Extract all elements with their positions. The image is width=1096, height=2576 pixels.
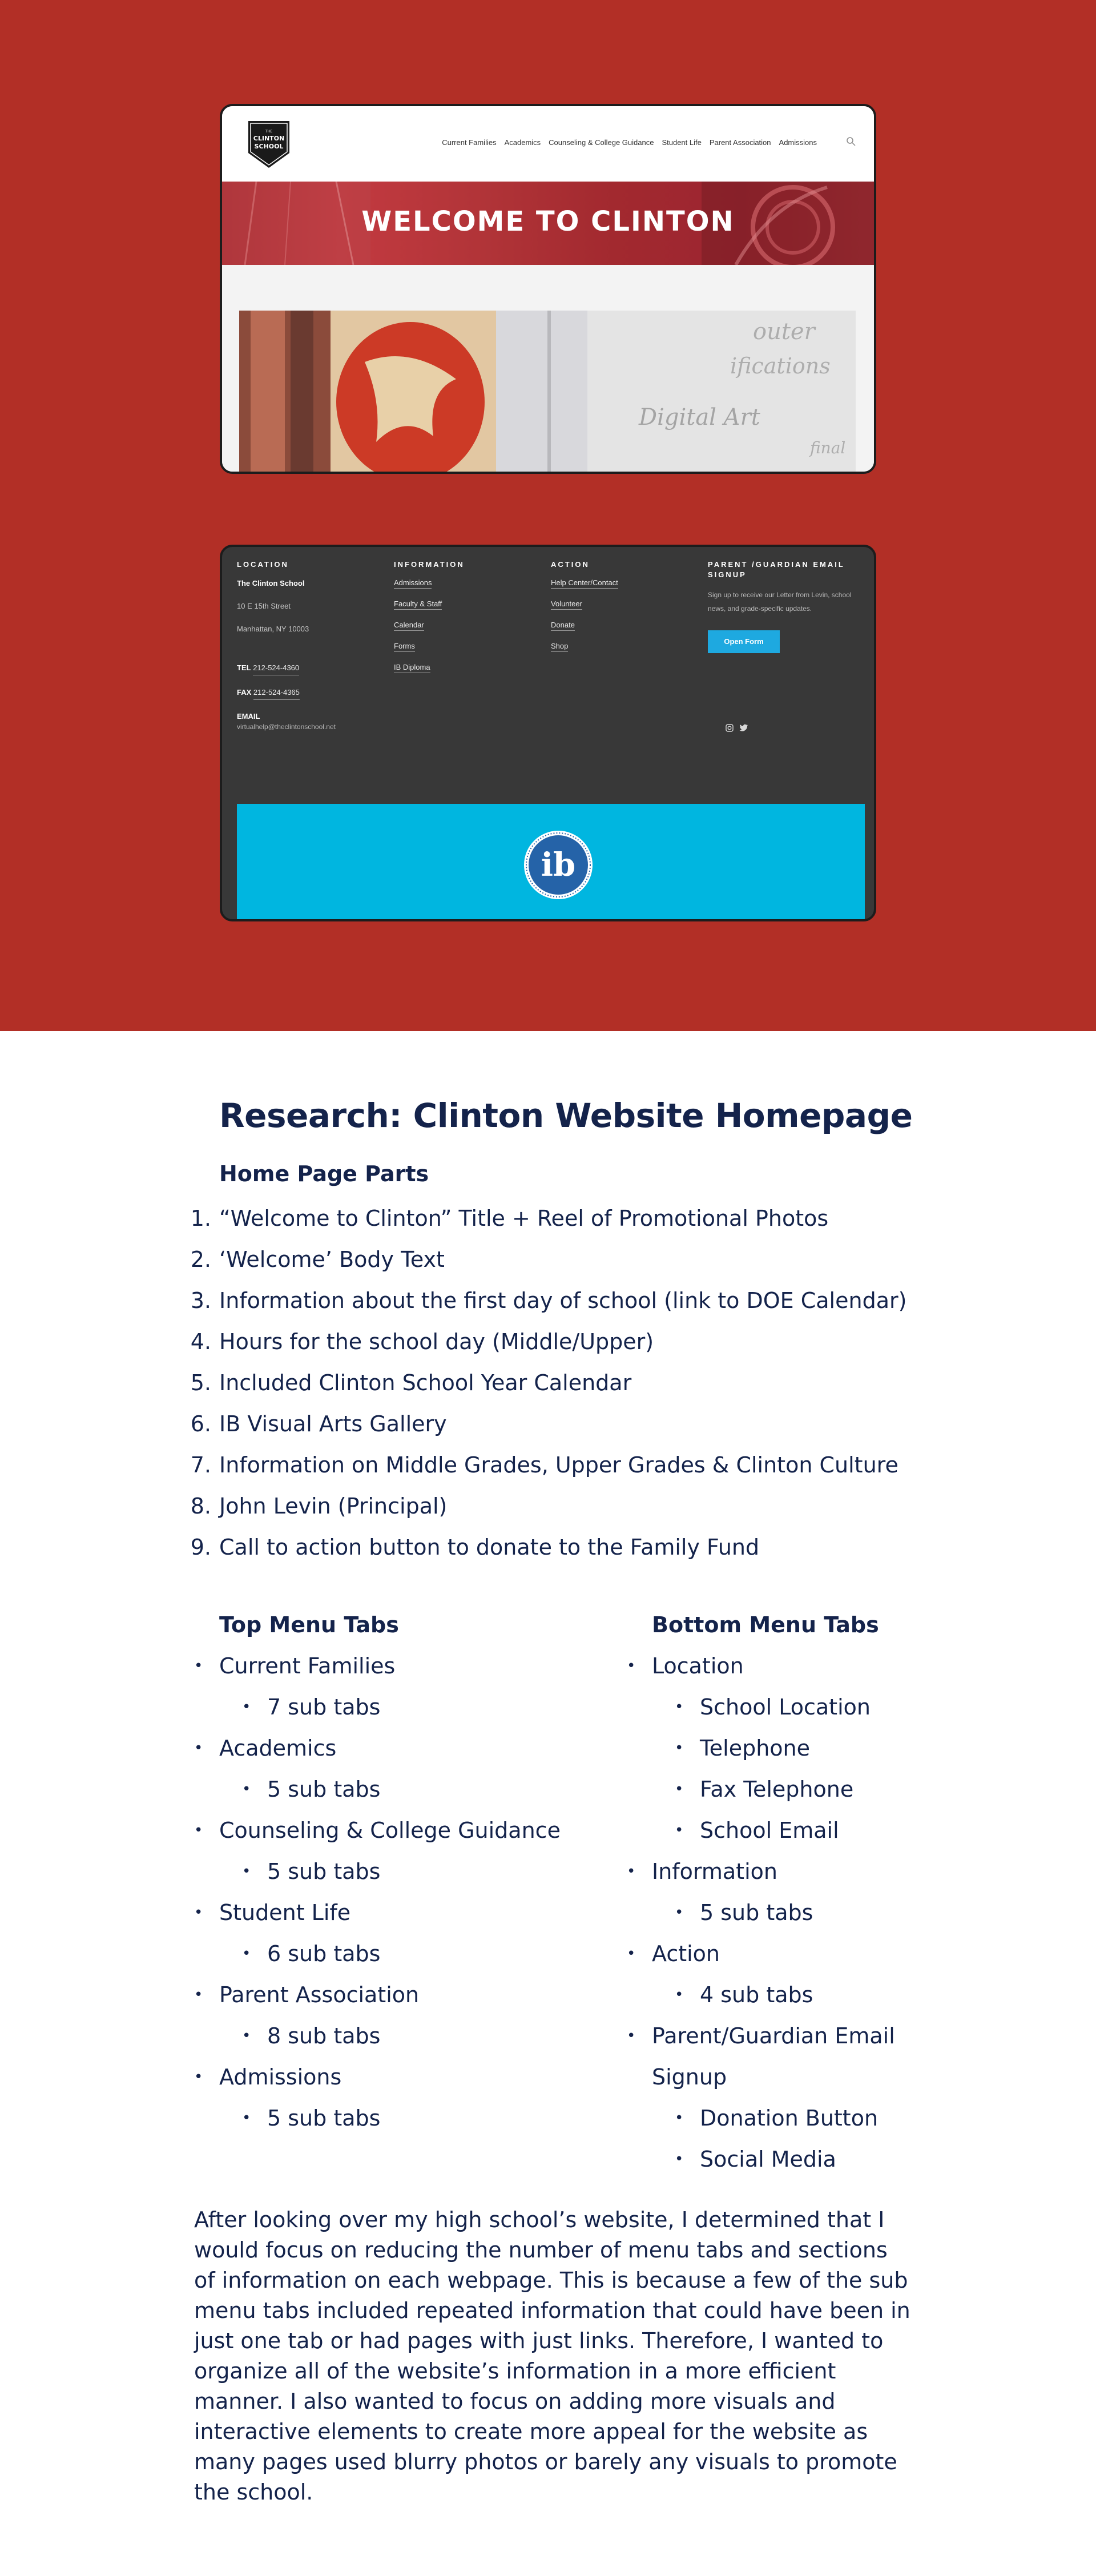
list-item-number: 6. (190, 1411, 211, 1436)
tab-item-text: 8 sub tabs (267, 2023, 381, 2048)
bullet-icon: • (675, 1822, 684, 1839)
list-item-number: 4. (190, 1329, 211, 1354)
bullet-icon: • (627, 1863, 636, 1880)
promotional-photo-reel[interactable] (239, 311, 856, 474)
svg-text:ifications: ifications (730, 353, 831, 379)
instagram-icon[interactable] (726, 724, 734, 732)
list-item-text: Call to action button to donate to the Family Fund (219, 1535, 760, 1560)
list-item (188, 1362, 908, 1403)
tab-item-text: 7 sub tabs (267, 1694, 381, 1720)
tab-item-text: 5 sub tabs (700, 1900, 813, 1925)
welcome-banner (222, 182, 874, 265)
tab-item-text: 4 sub tabs (700, 1982, 813, 2007)
tab-item-text: Location (652, 1653, 744, 1679)
tab-item-text: Action (652, 1941, 720, 1966)
tab-item (621, 2015, 895, 2098)
sub-tab-item (621, 2139, 895, 2180)
tab-item (621, 1851, 895, 1892)
svg-text:SCHOOL: SCHOOL (254, 143, 284, 150)
list-item (188, 1239, 908, 1280)
signup-heading: PARENT /GUARDIAN EMAIL SIGNUP (708, 560, 845, 579)
nav-item-current-families[interactable]: Current Families (442, 138, 497, 147)
bullet-icon: • (627, 1657, 636, 1675)
tab-item-text: School Email (700, 1818, 839, 1843)
list-item (188, 1486, 908, 1527)
content-area (222, 265, 874, 474)
list-item-number: 5. (190, 1370, 211, 1395)
fax-label: FAX (237, 688, 252, 697)
fax-line (237, 687, 394, 700)
bullet-icon: • (194, 1986, 203, 2003)
tab-item-text: 5 sub tabs (267, 2106, 381, 2131)
banner-title: WELCOME TO CLINTON (361, 206, 735, 238)
footer-link-calendar[interactable]: Calendar (394, 621, 424, 631)
twitter-icon[interactable] (739, 724, 748, 732)
list-item-text: John Levin (Principal) (219, 1494, 448, 1519)
bullet-icon: • (242, 2027, 251, 2044)
footer-link-admissions[interactable]: Admissions (394, 578, 432, 589)
list-item-number: 7. (190, 1452, 211, 1478)
footer-link-volunteer[interactable]: Volunteer (551, 599, 582, 610)
bullet-icon: • (242, 2110, 251, 2127)
tab-item-text: Student Life (219, 1900, 351, 1925)
sub-tab-item (621, 1687, 895, 1728)
nav-item-admissions[interactable]: Admissions (779, 138, 817, 147)
bullet-icon: • (242, 1863, 251, 1880)
information-heading: INFORMATION (394, 560, 465, 569)
svg-text:outer: outer (753, 319, 815, 345)
sub-tab-item (621, 1728, 895, 1769)
svg-text:Digital Art: Digital Art (639, 404, 760, 430)
list-item-text: “Welcome to Clinton” Title + Reel of Promotional Photos (219, 1206, 829, 1231)
school-street: 10 E 15th Street (237, 602, 291, 610)
tab-item-text: 6 sub tabs (267, 1941, 381, 1966)
research-title: Research: Clinton Website Homepage (219, 1096, 913, 1135)
footer-link-help-center-contact[interactable]: Help Center/Contact (551, 578, 618, 589)
ib-logo-text: ib (541, 846, 576, 884)
bullet-icon: • (675, 2110, 684, 2127)
clinton-school-logo[interactable] (243, 118, 295, 170)
home-page-parts-list (188, 1198, 908, 1568)
tab-item (621, 1645, 895, 1687)
social-media-icons (726, 724, 748, 732)
sub-tab-item (188, 1687, 622, 1728)
tab-item-text: Donation Button (700, 2106, 879, 2131)
sub-tab-item (188, 1933, 622, 1974)
tab-item-text: Parent/Guardian Email Signup (652, 2023, 895, 2090)
bullet-icon: • (675, 1904, 684, 1921)
list-item (188, 1403, 908, 1444)
list-item (188, 1198, 908, 1239)
search-icon[interactable] (845, 136, 857, 147)
ib-banner (237, 804, 865, 921)
list-item (188, 1527, 908, 1568)
footer-screenshot-frame (220, 545, 876, 921)
list-item-number: 9. (190, 1535, 211, 1560)
sub-tab-item (621, 1892, 895, 1933)
sub-tab-item (188, 2098, 622, 2139)
site-header (222, 106, 874, 182)
research-conclusion-paragraph: After looking over my high school’s website, I determined that I would focus on reducing the number of menu tabs and sections of information on each webpage. This is because a few of the sub menu tabs included repeated information that could have been in just one tab or had pages with just links. Therefore, I wanted to organize all of the website’s information in a more efficient manner. I also wanted to focus on adding more visuals and interactive elements to create more appeal for the website as many pages used blurry photos or barely any visuals to promote the school. (194, 2207, 910, 2505)
footer-information-column (394, 560, 551, 743)
bullet-icon: • (627, 2027, 636, 2044)
footer-action-column (551, 560, 708, 743)
sub-tab-item (188, 1769, 622, 1810)
bottom-menu-tabs-list (621, 1645, 895, 2180)
sub-tab-item (188, 1851, 622, 1892)
homepage-screenshot-frame (220, 104, 876, 474)
telephone-link[interactable]: 212-524-4360 (253, 662, 299, 675)
footer-link-forms[interactable]: Forms (394, 642, 415, 652)
tab-item-text: School Location (700, 1694, 871, 1720)
ib-logo[interactable] (522, 829, 594, 901)
svg-text:final: final (810, 438, 846, 457)
telephone-line (237, 662, 394, 675)
tab-item-text: 5 sub tabs (267, 1859, 381, 1884)
tab-item-text: Admissions (219, 2064, 342, 2090)
fax-link[interactable]: 212-524-4365 (253, 687, 300, 700)
bullet-icon: • (194, 1822, 203, 1839)
bullet-icon: • (194, 1657, 203, 1675)
list-item (188, 1321, 908, 1362)
sub-tab-item (621, 1810, 895, 1851)
tab-item (188, 1974, 622, 2015)
list-item (188, 1280, 908, 1321)
bullet-icon: • (675, 1740, 684, 1757)
nav-item-student-life[interactable]: Student Life (662, 138, 702, 147)
tab-item-text: Telephone (700, 1736, 810, 1761)
footer-link-shop[interactable]: Shop (551, 642, 568, 652)
tab-item (188, 1728, 622, 1769)
list-item-number: 3. (190, 1288, 211, 1313)
signup-text: Sign up to receive our Letter from Levin, school news, and grade-specific updates. (708, 591, 852, 613)
tab-item-text: Information (652, 1859, 777, 1884)
action-heading: ACTION (551, 560, 590, 569)
bullet-icon: • (194, 1904, 203, 1921)
tab-item (188, 2056, 622, 2098)
open-form-button[interactable]: Open Form (708, 630, 780, 653)
list-item-text: Information on Middle Grades, Upper Grades & Clinton Culture (219, 1452, 898, 1478)
list-item (188, 1444, 908, 1486)
logo-text: CLINTON (253, 135, 285, 142)
bullet-icon: • (242, 1781, 251, 1798)
tab-item-text: Current Families (219, 1653, 396, 1679)
sub-tab-item (621, 2098, 895, 2139)
list-item-text: Included Clinton School Year Calendar (219, 1370, 632, 1395)
top-menu-tabs-column (188, 1604, 622, 2139)
list-item-number: 8. (190, 1494, 211, 1519)
footer-location-column (237, 560, 394, 743)
red-background-band (0, 0, 1096, 1031)
bottom-menu-tabs-column (621, 1604, 1055, 2180)
bullet-icon: • (194, 1740, 203, 1757)
tab-item (621, 1933, 895, 1974)
nav-item-academics[interactable]: Academics (504, 138, 541, 147)
tab-item-text: Academics (219, 1736, 337, 1761)
tab-item-text: Counseling & College Guidance (219, 1818, 561, 1843)
sub-tab-item (621, 1974, 895, 2015)
tab-item (188, 1645, 622, 1687)
tab-item (188, 1892, 622, 1933)
bullet-icon: • (627, 1945, 636, 1962)
action-links (551, 578, 708, 662)
bullet-icon: • (194, 2068, 203, 2086)
list-item-number: 2. (190, 1247, 211, 1272)
tab-item-text: 5 sub tabs (267, 1777, 381, 1802)
email-link[interactable]: virtualhelp@theclintonschool.net (237, 723, 336, 731)
email-block (237, 711, 394, 732)
list-item-number: 1. (190, 1206, 211, 1231)
nav-item-counseling-college-guidance[interactable]: Counseling & College Guidance (549, 138, 654, 147)
footer-link-faculty-staff[interactable]: Faculty & Staff (394, 599, 442, 610)
list-item-text: IB Visual Arts Gallery (219, 1411, 447, 1436)
tab-item (188, 1810, 622, 1851)
sub-tab-item (188, 2015, 622, 2056)
footer-link-ib-diploma[interactable]: IB Diploma (394, 663, 430, 673)
bottom-menu-tabs-heading: Bottom Menu Tabs (652, 1612, 879, 1637)
svg-text:THE: THE (265, 130, 272, 134)
tab-item-text: Parent Association (219, 1982, 420, 2007)
bullet-icon: • (242, 1945, 251, 1962)
top-menu-tabs-heading: Top Menu Tabs (219, 1612, 399, 1637)
list-item-text: Hours for the school day (Middle/Upper) (219, 1329, 654, 1354)
bullet-icon: • (675, 2151, 684, 2168)
home-page-parts-heading: Home Page Parts (219, 1161, 429, 1186)
school-name: The Clinton School (237, 579, 305, 587)
bullet-icon: • (675, 1781, 684, 1798)
list-item-text: Information about the first day of school (link to DOE Calendar) (219, 1288, 907, 1313)
email-label: EMAIL (237, 712, 260, 721)
footer-link-donate[interactable]: Donate (551, 621, 575, 631)
footer-signup-column (708, 560, 865, 743)
top-menu-tabs-list (188, 1645, 622, 2139)
top-navigation (442, 138, 817, 147)
tab-item-text: Fax Telephone (700, 1777, 854, 1802)
bullet-icon: • (675, 1698, 684, 1716)
bullet-icon: • (242, 1698, 251, 1716)
sub-tab-item (621, 1769, 895, 1810)
location-heading: LOCATION (237, 560, 289, 569)
nav-item-parent-association[interactable]: Parent Association (709, 138, 771, 147)
list-item-text: ‘Welcome’ Body Text (219, 1247, 445, 1272)
footer-columns (237, 560, 865, 743)
tab-item-text: Social Media (700, 2147, 836, 2172)
information-links (394, 578, 551, 683)
school-city: Manhattan, NY 10003 (237, 625, 309, 633)
bullet-icon: • (675, 1986, 684, 2003)
tel-label: TEL (237, 663, 251, 672)
